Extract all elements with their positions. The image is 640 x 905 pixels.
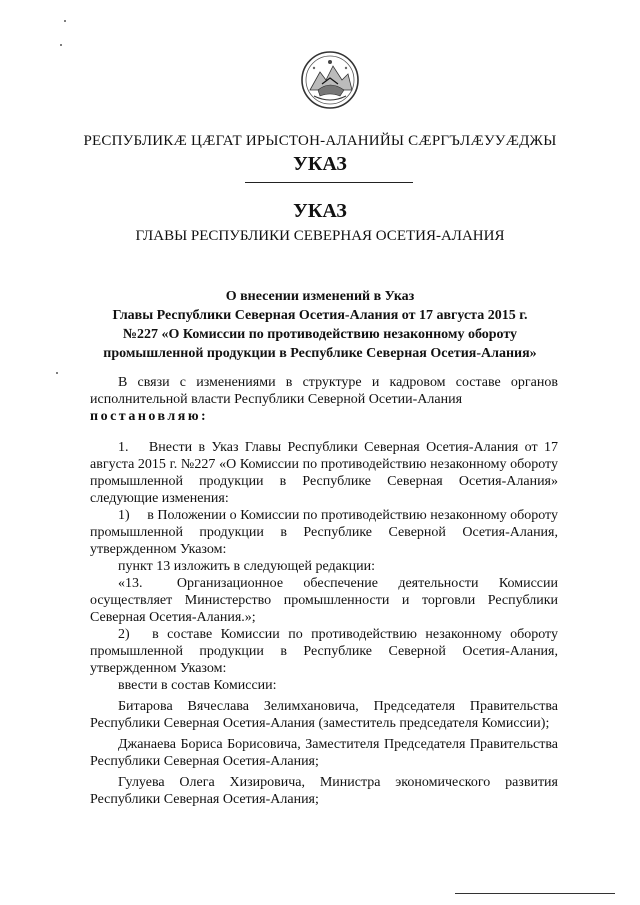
clause-paragraph: 1) в Положении о Комиссии по противодействию незаконному обороту промышленной продукции в Республике Северной Осетия-Алания, утвержденном Указом: [90,508,558,557]
header-divider [245,182,413,183]
scan-speck [60,44,62,46]
decree-title-line: промышленной продукции в Республике Северная Осетия-Алания» [103,346,537,361]
header-ukaz-ossetian: УКАЗ [293,153,347,175]
clause-paragraph: «13. Организационное обеспечение деятельности Комиссии осуществляет Министерство промышленности и торговли Республики Северная Осетия-Алания.»; [90,576,558,625]
clause-paragraph: 1. Внести в Указ Главы Республики Северная Осетия-Алания от 17 августа 2015 г. №227 «О Комиссии по противодействию незаконному обороту промышленной продукции в Республике Северная Осетия-Алания» следующие изменения: [90,440,558,506]
clause-paragraph: ввести в состав Комиссии: [118,678,277,693]
member-paragraph: Джанаева Бориса Борисовича, Заместителя Председателя Правительства Республики Северная Осетия-Алания; [90,737,558,769]
scan-speck [64,20,66,22]
member-paragraph: Битарова Вячеслава Зелимхановича, Председателя Правительства Республики Северная Осетия-Алания (заместитель председателя Комиссии); [90,699,558,731]
member-paragraph: Гулуева Олега Хизировича, Министра экономического развития Республики Северная Осетия-Алания; [90,775,558,807]
header-ukaz-russian: УКАЗ [293,200,347,222]
decree-body [90,374,558,808]
coat-of-arms-emblem [300,50,360,110]
scan-speck [56,372,58,374]
clause-paragraph: пункт 13 изложить в следующей редакции: [118,559,375,574]
preamble-paragraph: В связи с изменениями в структуре и кадровом составе органов исполнительной власти Республики Северной Осетии-Алания [90,375,558,407]
decree-title-line: О внесении изменений в Указ [225,289,415,304]
header-russian-line: ГЛАВЫ РЕСПУБЛИКИ СЕВЕРНАЯ ОСЕТИЯ-АЛАНИЯ [135,228,505,244]
header-ossetian-line: РЕСПУБЛИКÆ ЦÆГАТ ИРЫСТОН-АЛАНИЙЫ СÆРГЪЛÆУУÆДЖЫ [83,133,557,149]
decree-title [0,287,640,363]
decree-title-line: №227 «О Комиссии по противодействию незаконному обороту [122,327,518,342]
clause-paragraph: 2) в составе Комиссии по противодействию незаконному обороту промышленной продукции в Республике Северной Осетия-Алания, утвержденном Указом: [90,627,558,676]
decree-operative-word: постановляю: [90,409,209,424]
decree-title-line: Главы Республики Северная Осетия-Алания от 17 августа 2015 г. [112,308,528,323]
footer-divider [455,893,615,894]
